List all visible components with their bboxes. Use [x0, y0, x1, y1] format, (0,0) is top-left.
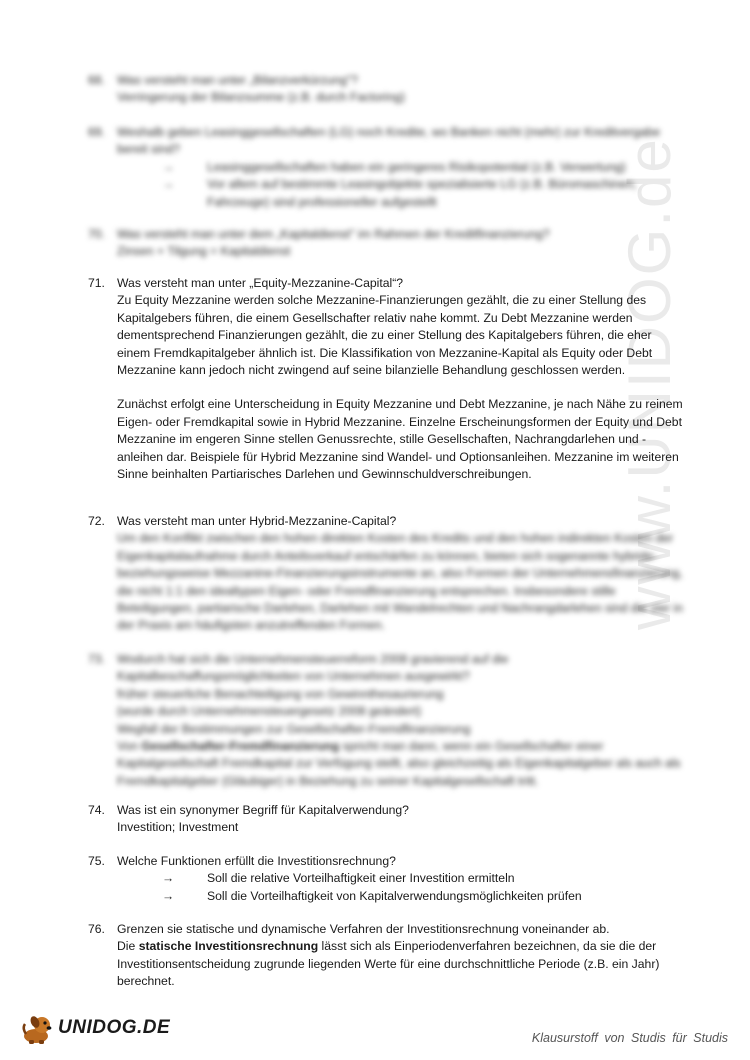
- question-text: Wodurch hat sich die Unternehmensteuerreform 2008 gravierend auf die Kapitalbeschaffungsmöglichkeiten von Unternehmen ausgewirkt?: [117, 652, 509, 684]
- answer-bold-term: statische Investitionsrechnung: [138, 939, 319, 954]
- answer-paragraph: Zu Equity Mezzanine werden solche Mezzanine-Finanzierungen gezählt, die zu einer Stellung des Kapitalgebers führen, die einem Gesellschafter relativ nahe kommt. Zu Debt Mezzanine werden dementsprechend Finanzierungen gezählt, die zu einer Stellung des Kapitalgebers führen, die eher einem Fremdkapitalgeber ähnlich ist. Die Klassifikation von Mezzanine-Kapital als Equity oder Debt Mezzanine kann jedoch nicht zwingend auf seine bilanzielle Behandlung geschlossen werden.: [117, 293, 653, 378]
- question-74: [88, 802, 688, 837]
- answer-line: früher steuerliche Benachteiligung von Gewinnthesaurierung: [117, 686, 444, 701]
- answer-line: (wurde durch Unternehmensteuergesetz 2008 geändert): [117, 704, 422, 719]
- question-text: Weshalb geben Leasinggesellschaften (LG) noch Kredite, wo Banken nicht (mehr) zur Kreditvergabe bereit sind?: [117, 125, 661, 157]
- question-70: [88, 226, 688, 261]
- question-text: Was versteht man unter „Bilanzverkürzung"?: [117, 73, 358, 87]
- question-69: [88, 124, 688, 211]
- question-number: 76.: [88, 922, 105, 936]
- bullet-point: [117, 870, 688, 887]
- bullet-text: Soll die relative Vorteilhaftigkeit einer Investition ermitteln: [207, 871, 515, 886]
- arrow-icon: →: [162, 871, 175, 886]
- bullet-point: [117, 159, 688, 176]
- answer-paragraph: [117, 738, 688, 790]
- question-72: [88, 513, 688, 635]
- answer-lead: Von: [117, 739, 142, 754]
- answer-paragraph: Zunächst erfolgt eine Unterscheidung in Equity Mezzanine und Debt Mezzanine, je nach Nähe zu reinem Eigen- oder Fremdkapital sowie in Hybrid Mezzanine. Einzelne Erscheinungsformen der Equity und Debt Mezzanine im engeren Sinne stellen Genussrechte, stille Gesellschaften, Nachrangdarlehen und -anleihen dar. Beispiele für Hybrid Mezzanine sind Wandel- und Optionsanleihen. Mezzanine im weiteren Sinne beinhalten Partiarisches Darlehen und Gewinnschuldverschreibungen.: [117, 397, 683, 482]
- question-73: [88, 651, 688, 790]
- answer-bold-term: Gesellschafter-Fremdfinanzierung: [141, 739, 340, 754]
- unidog-logo[interactable]: [20, 1010, 170, 1046]
- answer-rest: lässt sich als Einperiodenverfahren bezeichnen, da sie die der Investitionsentscheidung zugrunde liegenden Werte für eine durchschnittliche Periode (z.B. ein Jahr) berechnet.: [117, 939, 660, 989]
- bullet-point: [117, 176, 688, 211]
- answer-text: Investition; Investment: [117, 820, 239, 835]
- answer-text: Zinsen + Tilgung = Kapitaldienst: [117, 244, 291, 259]
- question-68: [88, 72, 688, 107]
- question-text: Welche Funktionen erfüllt die Investitionsrechnung?: [117, 854, 396, 868]
- question-76: [88, 921, 688, 991]
- question-number: 73.: [88, 652, 105, 666]
- question-71: [88, 275, 688, 483]
- footer-tagline: Klausurstoff von Studis für Studis: [531, 1031, 728, 1045]
- arrow-icon: →: [162, 159, 175, 174]
- answer-paragraph-blurred: Um den Konflikt zwischen den hohen direkten Kosten des Kredits und den hohen indirekten Kosten der Eigenkapitalaufnahme durch Anteilsverkauf entschärfen zu können, bieten sich sogenannte hybride- beziehungsweise Mezzanine-Finanzierungsinstrumente an, also Formen der Unternehmensfinanzierung, die nicht 1:1 den idealtypen Eigen- oder Fremdfinanzierung entsprechen. Insbesondere stille Beteiligungen, partiarische Darlehen, Darlehen mit Wandelrechten und Nachrangdarlehen sind die vier in der Praxis am häufigsten anzutreffenden Formen.: [117, 531, 683, 633]
- dog-mascot-icon: [20, 1010, 56, 1046]
- answer-paragraph: [117, 938, 688, 990]
- watermark: www.UNIDOG.de: [616, 137, 683, 630]
- question-number: 71.: [88, 276, 105, 290]
- bullet-point: [117, 888, 688, 905]
- question-text: Was versteht man unter „Equity-Mezzanine-Capital“?: [117, 276, 404, 290]
- answer-lead: Die: [117, 939, 139, 954]
- bullet-text: Vor allem auf bestimmte Leasingobjekte spezialisierte LG (z.B. Büromaschinen, Fahrzeuge) sind professioneller aufgestellt: [207, 177, 637, 209]
- question-number: 70.: [88, 227, 105, 241]
- question-text: Was versteht man unter dem „Kapitaldienst" im Rahmen der Kreditfinanzierung?: [117, 227, 550, 241]
- logo-text: UNIDOG.DE: [58, 1017, 171, 1039]
- question-75: [88, 853, 688, 905]
- question-number: 74.: [88, 803, 105, 817]
- question-number: 72.: [88, 514, 105, 528]
- question-text: Was versteht man unter Hybrid-Mezzanine-Capital?: [117, 514, 397, 528]
- question-text: Was ist ein synonymer Begriff für Kapitalverwendung?: [117, 803, 409, 817]
- arrow-icon: →: [162, 177, 175, 192]
- bullet-text: Leasinggesellschaften haben ein geringeres Risikopotential (z.B. Verwertung): [207, 159, 626, 174]
- answer-rest: spricht man dann, wenn ein Gesellschafter einer Kapitalgesellschaft Fremdkapital zur Verfügung stellt, also gleichzeitig als Eigenkapitalgeber als auch als Fremdkapitalgeber (Gläubiger) in Beziehung zu seiner Kapitalgesellschaft tritt.: [117, 739, 681, 788]
- arrow-icon: →: [162, 888, 175, 903]
- question-text: Grenzen sie statische und dynamische Verfahren der Investitionsrechnung voneinander ab.: [117, 922, 610, 936]
- question-number: 69.: [88, 125, 105, 139]
- question-number: 68.: [88, 73, 105, 87]
- answer-text: Verringerung der Bilanzsumme (z.B. durch Factoring): [117, 90, 405, 105]
- answer-line: Wegfall der Bestimmungen zur Gesellschafter-Fremdfinanzierung: [117, 721, 471, 736]
- bullet-text: Soll die Vorteilhaftigkeit von Kapitalverwendungsmöglichkeiten prüfen: [207, 888, 582, 903]
- question-number: 75.: [88, 854, 105, 868]
